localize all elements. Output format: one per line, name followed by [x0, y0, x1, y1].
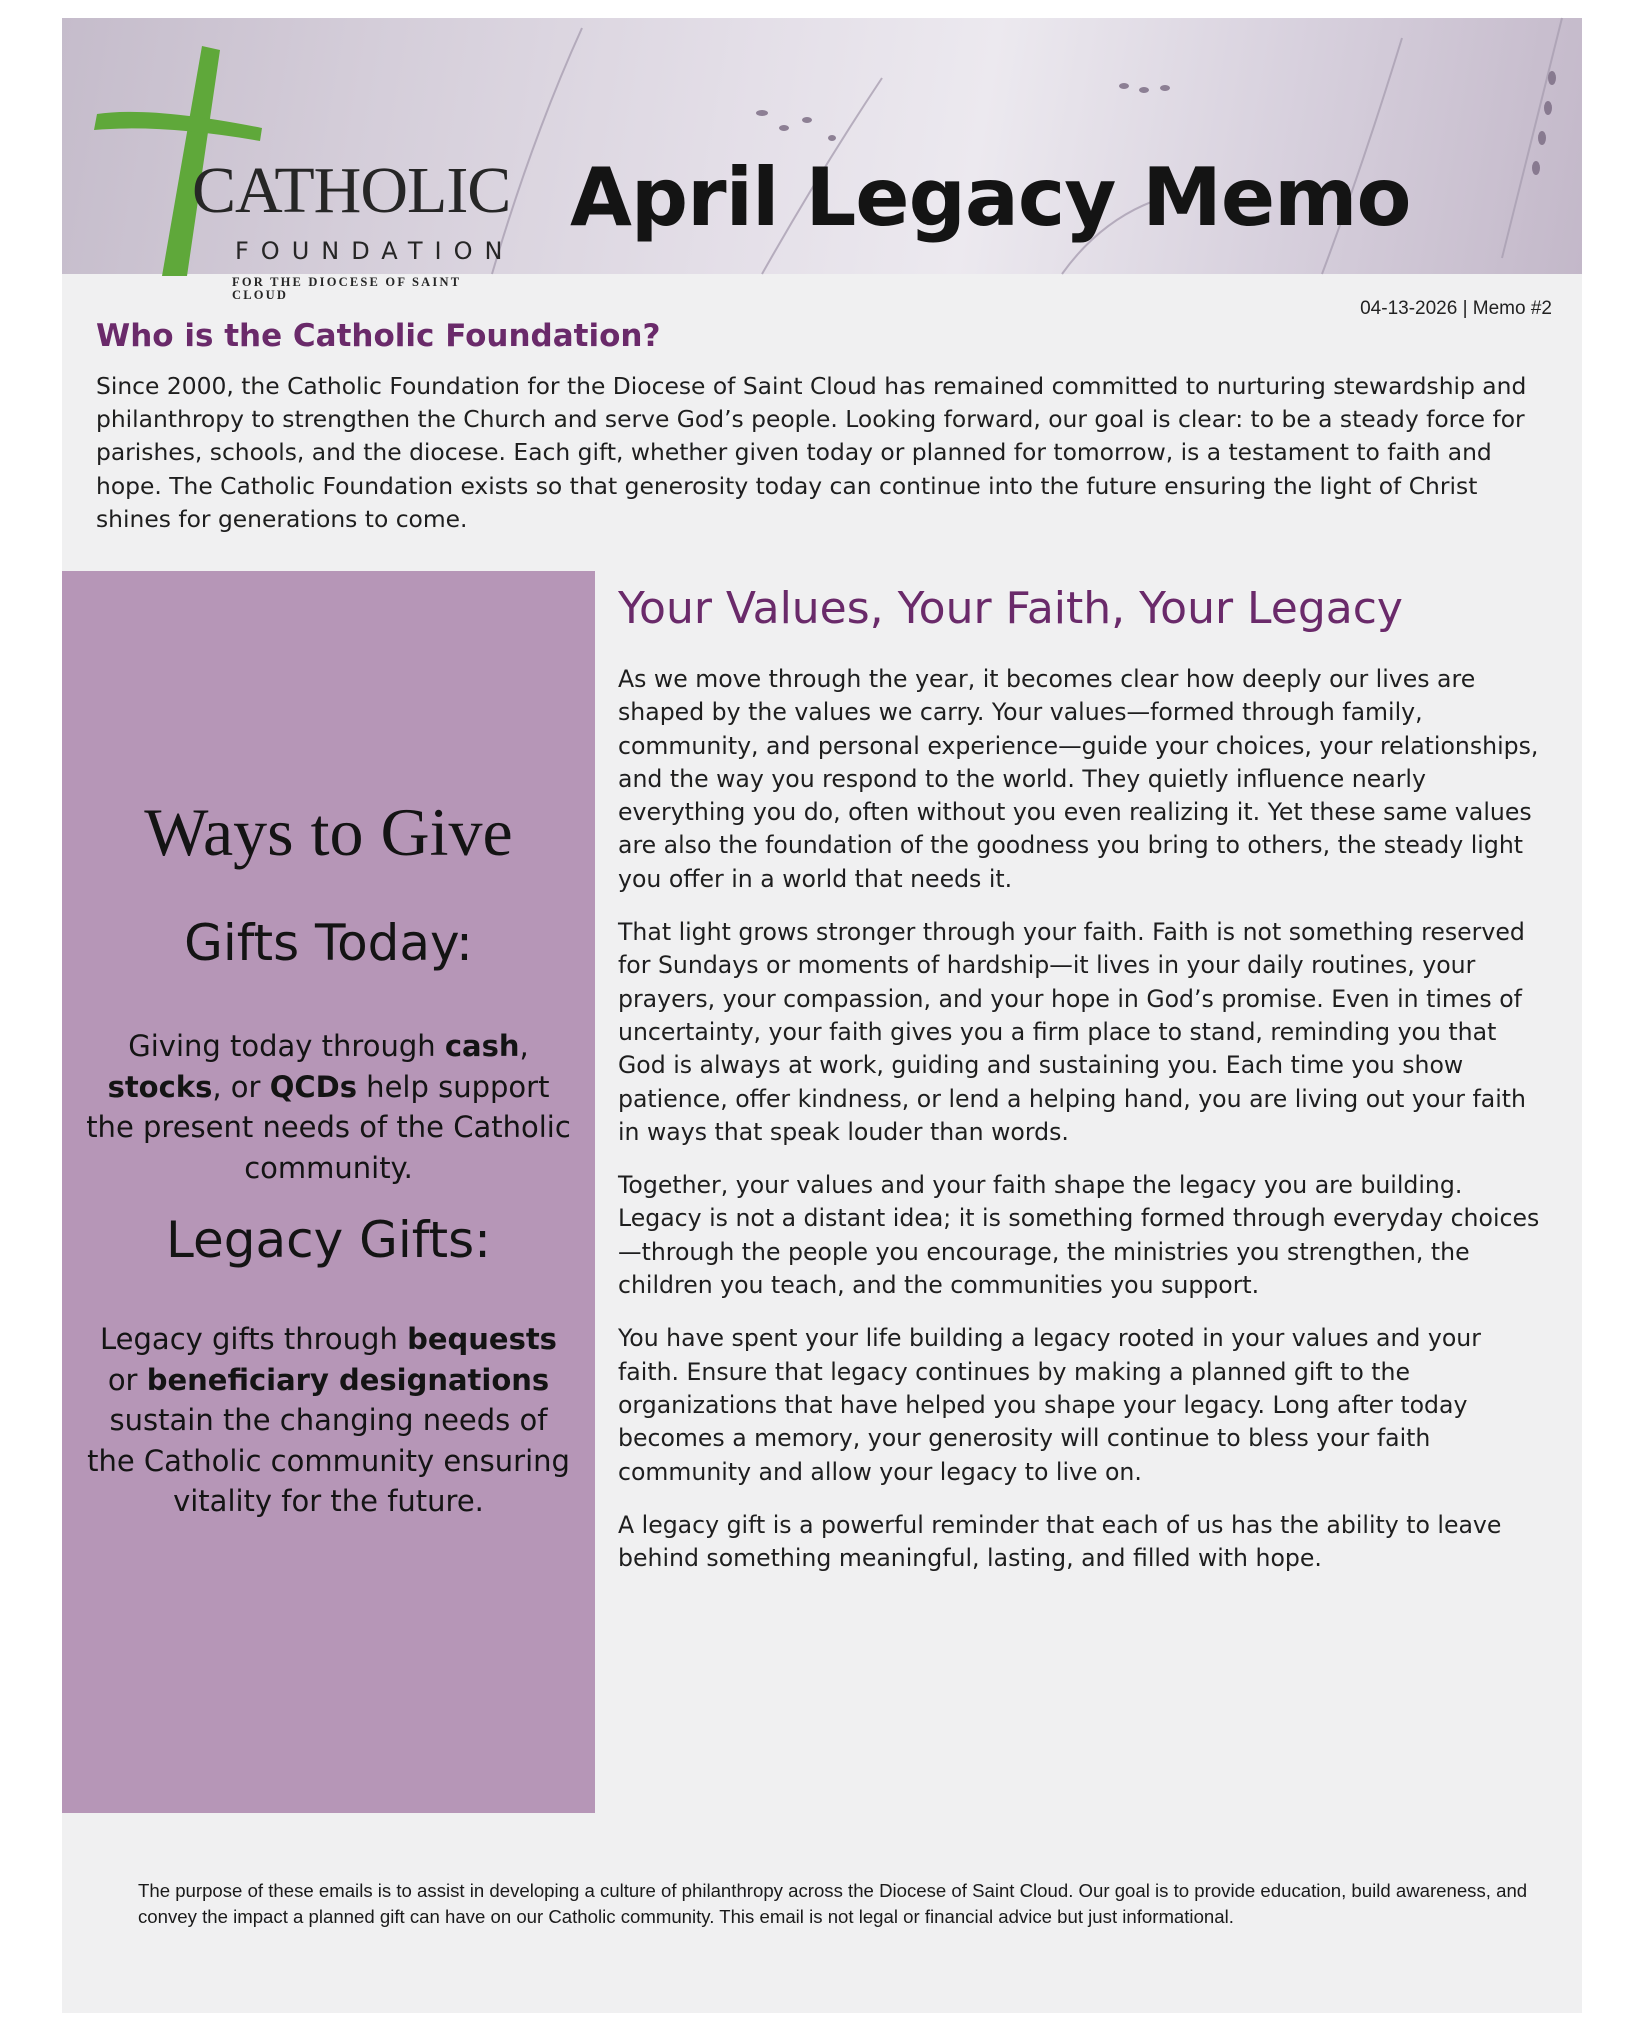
logo-wordmark: CATHOLIC: [192, 154, 511, 227]
memo-date-number: 04-13-2026 | Memo #2: [1360, 298, 1552, 319]
main-article: [618, 663, 1548, 1595]
article-paragraph: A legacy gift is a powerful reminder that each of us has the ability to leave behind something meaningful, lasting, and filled with hope.: [618, 1510, 1502, 1573]
legacy-gifts-text-1: Legacy gifts through: [100, 1322, 408, 1356]
page-title: April Legacy Memo: [570, 151, 1411, 244]
footer-disclaimer: The purpose of these emails is to assist in developing a culture of philanthropy across the Diocese of Saint Cloud. Our goal is to provide education, build awareness, and convey the impact a planned gift can have on our Catholic community. This email is not legal or financial advice but just informational.: [138, 1880, 1528, 1927]
gifts-today-text-2: ,: [519, 1029, 529, 1063]
article-paragraph: As we move through the year, it becomes clear how deeply our lives are shaped by the values we carry. Your values—formed through family, community, and personal experience—guide your choices, your relationships, and the way you respond to the world. They quietly influence nearly everything you do, often without you even realizing it. Yet these same values are also the foundation of the goodness you bring to others, the steady light you offer in a world that needs it.: [618, 665, 1539, 893]
article-paragraph: You have spent your life building a legacy rooted in your values and your faith. Ensure that legacy continues by making a planned gift to the organizations that have helped you shape your legacy. Long after today becomes a memory, your generosity will continue to bless your faith community and allow your legacy to live on.: [618, 1324, 1481, 1486]
legacy-gifts-text-3: sustain the changing needs of the Catholic community ensuring vitality for the future.: [87, 1403, 570, 1518]
legacy-gifts-heading: Legacy Gifts:: [166, 1211, 491, 1269]
memo-page: [62, 18, 1582, 2013]
gifts-today-stocks: stocks: [107, 1069, 213, 1104]
gifts-today-qcds: QCDs: [269, 1069, 357, 1104]
legacy-gifts-beneficiary: beneficiary designations: [146, 1362, 550, 1397]
legacy-gifts-text: [86, 1319, 571, 1522]
article-paragraph: Together, your values and your faith shape the legacy you are building. Legacy is not a distant idea; it is something formed through everyday choices—through the people you encourage, the ministries you strengthen, the children you teach, and the communities you support.: [618, 1171, 1540, 1300]
catholic-foundation-logo: [92, 46, 515, 302]
gifts-today-text-1: Giving today through: [128, 1029, 445, 1063]
logo-subtitle: FOUNDATION: [235, 237, 515, 265]
article-paragraph: That light grows stronger through your faith. Faith is not something reserved for Sundays or moments of hardship—it lives in your daily routines, your prayers, your compassion, and your hope in God’s promise. Even in times of uncertainty, your faith gives you a firm place to stand, reminding you that God is always at work, guiding and sustaining you. Each time you show patience, offer kindness, or lend a helping hand, you are living out your faith in ways that speak louder than words.: [618, 918, 1527, 1146]
legacy-gifts-bequests: bequests: [407, 1322, 557, 1356]
ways-to-give-sidebar: [62, 571, 595, 1813]
ways-to-give-title: Ways to Give: [144, 794, 513, 870]
intro-heading: Who is the Catholic Foundation?: [96, 318, 661, 354]
gifts-today-cash: cash: [444, 1029, 520, 1063]
gifts-today-heading: Gifts Today:: [184, 914, 473, 972]
legacy-gifts-text-2: or: [107, 1362, 147, 1397]
header-banner: [62, 18, 1582, 302]
main-heading: Your Values, Your Faith, Your Legacy: [618, 583, 1403, 634]
logo-tagline: FOR THE DIOCESE OF SAINT CLOUD: [232, 275, 462, 302]
gifts-today-text-3: , or: [212, 1069, 270, 1104]
gifts-today-text-4: help support the present needs of the Catholic community.: [86, 1069, 571, 1185]
gifts-today-text: [86, 1026, 571, 1188]
intro-paragraph: Since 2000, the Catholic Foundation for the Diocese of Saint Cloud has remained committed to nurturing stewardship and philanthropy to strengthen the Church and serve God’s people. Looking forward, our goal is clear: to be a steady force for parishes, schools, and the diocese. Each gift, whether given today or planned for tomorrow, is a testament to faith and hope. The Catholic Foundation exists so that generosity today can continue into the future ensuring the light of Christ shines for generations to come.: [96, 372, 1527, 533]
